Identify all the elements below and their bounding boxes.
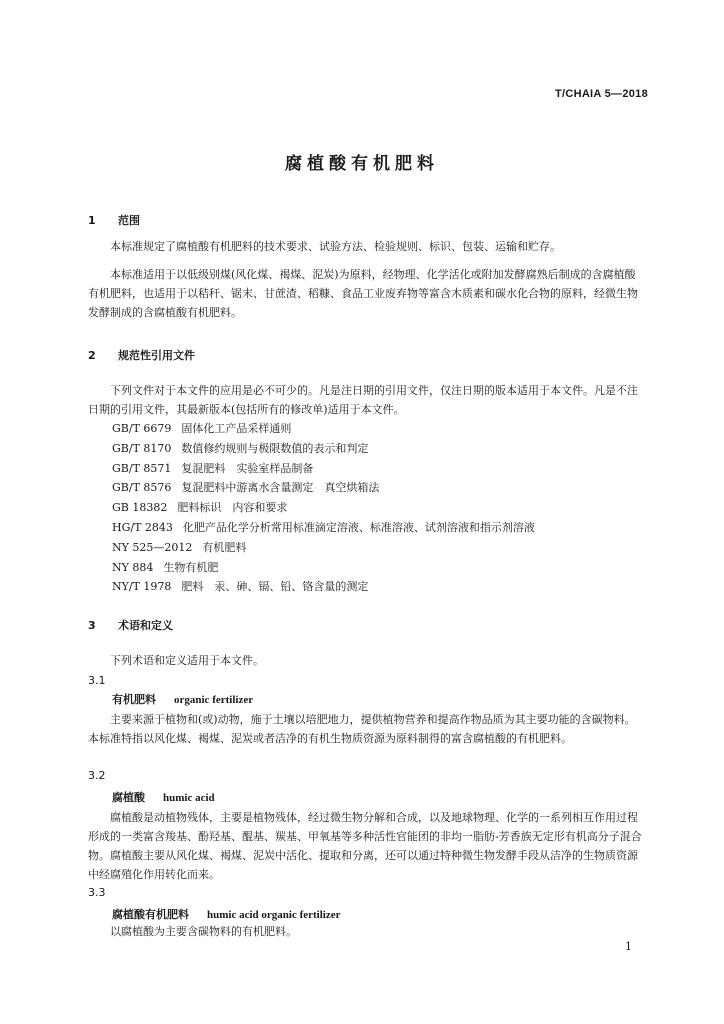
reference-name: 肥料标识 内容和要求 — [177, 501, 288, 515]
reference-name: 固体化工产品采样通则 — [181, 422, 292, 435]
term-name — [112, 789, 215, 805]
term-definition: 腐植酸是动植物残体，主要是植物残体，经过微生物分解和合成，以及地球物理、化学的一系列相互作用过程形成的一类富含羧基、酚羟基、醌基、羰基、甲氧基等多种活性官能团的非均一脂肪-芳香族无定形有机高分子混合物。腐植酸主要从风化煤、褐煤、泥炭中活化、提取和分离，还可以通过特种微生物发酵手段从洁净的生物质资源中经腐殖化作用转化而来。 — [88, 811, 642, 881]
reference-name: 复混肥料中游离水含量测定 真空烘箱法 — [181, 481, 380, 495]
reference-item — [112, 558, 535, 578]
reference-code: GB/T 8571 — [112, 461, 172, 475]
term-name-zh: 腐植酸 — [112, 791, 145, 804]
section-number: 3 — [88, 619, 96, 632]
reference-code: GB/T 8170 — [112, 441, 172, 455]
reference-name: 肥料 汞、砷、镉、铅、铬含量的测定 — [181, 580, 369, 594]
term-name-zh: 有机肥料 — [112, 693, 156, 706]
standard-number: T/CHAIA 5—2018 — [554, 88, 648, 100]
reference-code: NY/T 1978 — [112, 580, 172, 594]
term-number: 3.2 — [88, 769, 106, 782]
scope-paragraph-2: 本标准适用于以低级别煤(风化煤、褐煤、泥炭)为原料，经物理、化学活化或附加发酵腐熟后制成的含腐植酸有机肥料，也适用于以秸秆、锯末、甘蔗渣、稻糠、食品工业废弃物等富含木质素和碳水化合物的原料，经微生物发酵制成的含腐植酸有机肥料。 — [88, 268, 638, 319]
reference-item — [112, 439, 535, 459]
reference-code: GB/T 8576 — [112, 481, 172, 495]
reference-item — [112, 538, 535, 558]
reference-code: GB/T 6679 — [112, 422, 172, 435]
reference-name: 生物有机肥 — [163, 560, 219, 574]
term-name-en: humic acid organic fertilizer — [207, 909, 341, 921]
reference-item — [112, 478, 535, 498]
reference-list — [112, 419, 535, 597]
section-2-heading — [88, 347, 195, 363]
term-name — [112, 691, 253, 707]
section-title: 规范性引用文件 — [118, 349, 195, 362]
reference-code: HG/T 2843 — [112, 520, 173, 534]
term-name-en: organic fertilizer — [174, 694, 254, 706]
term-name-zh: 腐植酸有机肥料 — [112, 908, 189, 921]
reference-name: 有机肥料 — [202, 540, 247, 554]
term-definition: 主要来源于植物和(或)动物，施于土壤以培肥地力，提供植物营养和提高作物品质为其主要功能的含碳物料。本标准特指以风化煤、褐煤、泥炭或者洁净的有机生物质资源为原料制得的富含腐植酸的有机肥料。 — [88, 713, 636, 745]
section-1-heading — [88, 212, 140, 228]
term-number: 3.1 — [88, 674, 106, 687]
section-number: 2 — [88, 349, 96, 362]
reference-code: NY 525—2012 — [112, 540, 193, 554]
term-number: 3.3 — [88, 886, 106, 899]
reference-item — [112, 459, 535, 479]
term-definition: 以腐植酸为主要含碳物料的有机肥料。 — [110, 925, 297, 938]
term-name-en: humic acid — [163, 792, 215, 804]
term-name — [112, 906, 341, 922]
page-number: 1 — [625, 940, 632, 953]
section-title: 范围 — [118, 214, 140, 227]
reference-name: 数值修约规则与极限数值的表示和判定 — [181, 441, 369, 455]
reference-code: NY 884 — [112, 560, 154, 574]
reference-item — [112, 577, 535, 597]
section-title: 术语和定义 — [118, 619, 173, 632]
reference-item — [112, 498, 535, 518]
document-title: 腐植酸有机肥料 — [285, 154, 439, 174]
reference-code: GB 18382 — [112, 501, 168, 515]
section-3-heading — [88, 617, 173, 633]
scope-paragraph-1: 本标准规定了腐植酸有机肥料的技术要求、试验方法、检验规则、标识、包装、运输和贮存。 — [110, 240, 561, 253]
reference-item — [112, 419, 535, 439]
references-intro: 下列文件对于本文件的应用是必不可少的。凡是注日期的引用文件，仅注日期的版本适用于本文件。凡是不注日期的引用文件，其最新版本(包括所有的修改单)适用于本文件。 — [88, 384, 638, 416]
section-number: 1 — [88, 214, 96, 227]
terms-intro: 下列术语和定义适用于本文件。 — [110, 654, 264, 667]
reference-name: 化肥产品化学分析常用标准滴定溶液、标准溶液、试剂溶液和指示剂溶液 — [182, 520, 535, 534]
reference-name: 复混肥料 实验室样品制备 — [181, 461, 314, 475]
reference-item — [112, 518, 535, 538]
